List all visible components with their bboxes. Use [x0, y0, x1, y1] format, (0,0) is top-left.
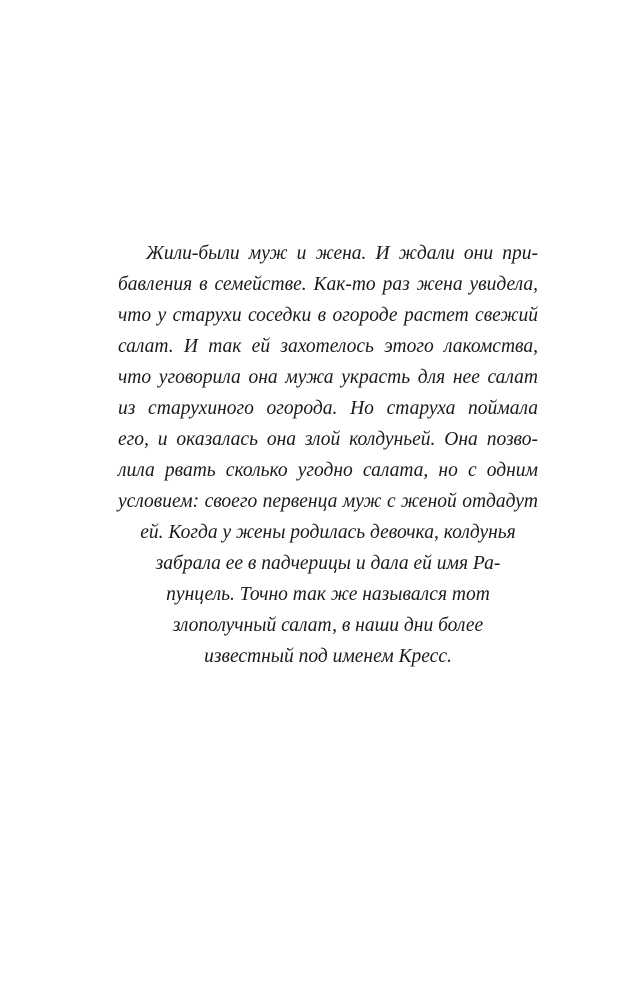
paragraph-line: салат. И так ей захотелось этого лакомства,	[118, 336, 538, 357]
paragraph-line: условием: своего первенца муж с женой отдадут	[118, 491, 538, 512]
paragraph-line: ей. Когда у жены родилась девочка, колдунья	[140, 522, 516, 543]
paragraph-line: Жили-были муж и жена. И ждали они при-	[146, 243, 538, 264]
paragraph-line: забрала ее в падчерицы и дала ей имя Ра-	[155, 553, 501, 574]
paragraph-line: его, и оказалась она злой колдуньей. Она позво-	[118, 429, 538, 450]
paragraph-line: что у старухи соседки в огороде растет свежий	[118, 305, 538, 326]
paragraph-line: пунцель. Точно так же назывался тот	[166, 584, 490, 605]
story-paragraph	[118, 238, 538, 672]
paragraph-line: известный под именем Кресс.	[204, 646, 452, 667]
paragraph-line: что уговорила она мужа украсть для нее салат	[118, 367, 538, 388]
paragraph-line: лила рвать сколько угодно салата, но с одним	[118, 460, 538, 481]
paragraph-line: злополучный салат, в наши дни более	[172, 615, 484, 636]
paragraph-line: из старухиного огорода. Но старуха поймала	[118, 398, 538, 419]
paragraph-line: бавления в семействе. Как-то раз жена увидела,	[118, 274, 538, 295]
